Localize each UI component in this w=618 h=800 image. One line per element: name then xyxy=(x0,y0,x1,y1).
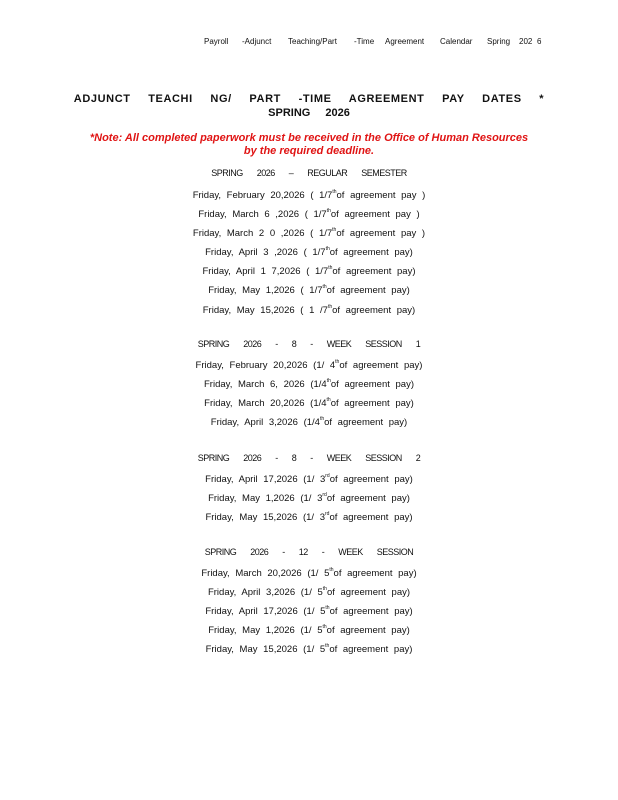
pay-fraction-rest: of agreement pay) xyxy=(326,625,410,637)
pay-fraction: (1/4 xyxy=(310,379,327,391)
header-word: Calendar xyxy=(440,37,473,46)
pay-list-8week-1 xyxy=(0,356,618,432)
pay-fraction: ( 1/7 xyxy=(310,228,333,240)
pay-fraction: (1/ 3 xyxy=(302,512,325,524)
pay-fraction-ordinal: rd xyxy=(325,473,330,479)
pay-fraction: (1/ 5 xyxy=(300,587,323,599)
pay-fraction-rest: of agreement pay) xyxy=(330,379,414,391)
pay-list-regular xyxy=(0,186,618,320)
pay-fraction: ( 1/7 xyxy=(310,190,333,201)
pay-fraction-ordinal: th xyxy=(319,416,325,423)
pay-fraction: ( 1 /7 xyxy=(300,304,328,316)
pay-date-row xyxy=(0,621,618,640)
pay-fraction-rest: of agreement pay) xyxy=(324,417,408,429)
pay-date: Friday, April 17,2026 xyxy=(205,474,298,485)
pay-fraction-rest: of agreement pay) xyxy=(329,644,413,656)
section-heading-8week-1: SPRING 2026 - 8 - WEEK SESSION 1 xyxy=(197,339,421,349)
pay-fraction-rest: of agreement pay ) xyxy=(336,190,426,201)
header-word: 202 xyxy=(519,37,533,46)
header-word: -Time xyxy=(354,37,375,46)
note-line-1: *Note: All completed paperwork must be received in the Office of Human Resources xyxy=(89,132,529,144)
pay-list-8week-2 xyxy=(0,470,618,527)
pay-fraction-rest: of agreement pay) xyxy=(326,493,410,505)
pay-date-row xyxy=(0,470,618,489)
pay-fraction-ordinal: th xyxy=(325,643,330,650)
deadline-note xyxy=(0,132,618,158)
pay-fraction: (1/4 xyxy=(303,417,320,429)
pay-date-row xyxy=(0,489,618,508)
pay-fraction: ( 1/7 xyxy=(306,266,329,278)
pay-fraction-rest: of agreement pay) xyxy=(339,360,423,371)
pay-date: Friday, March 20,2026 xyxy=(204,398,305,410)
pay-fraction-ordinal: th xyxy=(325,246,330,253)
pay-fraction-rest: of agreement pay) xyxy=(326,285,410,297)
pay-date: Friday, April 17,2026 xyxy=(205,606,298,618)
pay-date-row xyxy=(0,508,618,527)
pay-date-row xyxy=(0,583,618,602)
pay-fraction-ordinal: th xyxy=(325,605,330,612)
header-word: Agreement xyxy=(385,37,425,46)
section-heading-8week-2: SPRING 2026 - 8 - WEEK SESSION 2 xyxy=(197,453,421,463)
pay-fraction-ordinal: th xyxy=(335,359,340,365)
pay-fraction-ordinal: rd xyxy=(325,511,330,518)
pay-fraction-rest: of agreement pay) xyxy=(329,606,413,618)
pay-date-row xyxy=(0,394,618,413)
pay-date: Friday, April 3,2026 xyxy=(207,587,296,599)
pay-fraction: (1/ 3 xyxy=(303,474,326,485)
pay-date: Friday, May 1,2026 xyxy=(208,285,295,297)
pay-fraction: (1/ 3 xyxy=(300,493,323,505)
pay-fraction-rest: of agreement pay) xyxy=(332,266,416,278)
pay-date-row xyxy=(0,413,618,432)
header-word: -Adjunct xyxy=(242,37,272,46)
pay-date-row xyxy=(0,243,618,262)
pay-fraction: ( 1/7 xyxy=(300,285,323,297)
pay-fraction-rest: of agreement pay) xyxy=(326,587,411,599)
pay-fraction-ordinal: th xyxy=(326,378,331,385)
pay-date: Friday, May 15,2026 xyxy=(205,644,298,656)
pay-fraction-ordinal: th xyxy=(327,303,333,310)
header-word: Payroll xyxy=(204,37,229,46)
note-line-2: by the required deadline. xyxy=(243,145,375,157)
header-word: 6 xyxy=(537,37,542,46)
pay-fraction-rest: of agreement pay) xyxy=(333,568,417,579)
pay-fraction-ordinal: th xyxy=(332,227,337,234)
pay-date-row xyxy=(0,281,618,300)
pay-date: Friday, March 2 0 ,2026 xyxy=(192,228,305,240)
pay-fraction: (1/ 5 xyxy=(303,644,326,656)
pay-fraction-ordinal: rd xyxy=(322,492,327,499)
pay-fraction: (1/4 xyxy=(310,398,327,410)
pay-date: Friday, February 20,2026 xyxy=(195,360,308,371)
pay-date: Friday, March 6 ,2026 xyxy=(198,209,300,221)
pay-date-row xyxy=(0,224,618,243)
pay-fraction: ( 1/7 xyxy=(303,247,326,259)
header-word: Teaching/Part xyxy=(288,37,337,46)
pay-fraction-rest: of agreement pay) xyxy=(329,247,413,259)
pay-date-row xyxy=(0,375,618,394)
pay-date: Friday, May 15,2026 xyxy=(205,512,298,524)
pay-fraction-ordinal: th xyxy=(326,397,331,404)
document-subtitle: SPRING 2026 xyxy=(268,107,350,119)
pay-fraction-ordinal: th xyxy=(326,208,331,215)
pay-fraction-ordinal: th xyxy=(322,624,327,631)
pay-date: Friday, March 6, 2026 xyxy=(204,379,305,391)
pay-date: Friday, March 20,2026 xyxy=(201,568,302,579)
pay-date-row xyxy=(0,262,618,281)
pay-date-row xyxy=(0,602,618,621)
document-title: ADJUNCT TEACHI NG/ PART -TIME AGREEMENT PAY DATES * xyxy=(73,93,545,105)
pay-date: Friday, May 1,2026 xyxy=(208,625,295,637)
pay-date: Friday, April 1 7,2026 xyxy=(202,266,301,278)
pay-date-row xyxy=(0,205,618,224)
pay-date: Friday, February 20,2026 xyxy=(192,190,305,201)
pay-date: Friday, April 3,2026 xyxy=(210,417,298,429)
pay-fraction: (1/ 5 xyxy=(303,606,326,618)
pay-fraction: (1/ 5 xyxy=(307,568,330,579)
section-heading-regular: SPRING 2026 – REGULAR SEMESTER xyxy=(211,168,407,178)
pay-list-12week xyxy=(0,564,618,659)
pay-date: Friday, May 15,2026 xyxy=(202,304,295,316)
pay-fraction-rest: of agreement pay ) xyxy=(336,228,426,240)
pay-date: Friday, April 3 ,2026 xyxy=(205,247,298,259)
pay-fraction: (1/ 4 xyxy=(313,360,336,371)
pay-fraction-rest: of agreement pay ) xyxy=(330,209,420,221)
pay-date-row xyxy=(0,301,618,320)
pay-fraction-ordinal: th xyxy=(328,265,333,272)
pay-fraction-rest: of agreement pay) xyxy=(330,398,414,410)
pay-fraction: ( 1/7 xyxy=(304,209,327,221)
pay-fraction: (1/ 5 xyxy=(300,625,323,637)
pay-date-row xyxy=(0,564,618,583)
pay-fraction-ordinal: th xyxy=(322,284,327,291)
pay-fraction-rest: of agreement pay) xyxy=(329,474,413,485)
header-word: Spring xyxy=(487,37,511,46)
pay-fraction-rest: of agreement pay) xyxy=(332,304,416,316)
pay-date-row xyxy=(0,186,618,205)
pay-fraction-ordinal: th xyxy=(332,189,337,195)
pay-date-row xyxy=(0,356,618,375)
pay-fraction-ordinal: th xyxy=(322,586,327,593)
pay-fraction-rest: of agreement pay) xyxy=(329,512,413,524)
pay-date-row xyxy=(0,640,618,659)
pay-date: Friday, May 1,2026 xyxy=(208,493,295,505)
section-heading-12week: SPRING 2026 - 12 - WEEK SESSION xyxy=(204,547,414,557)
pay-fraction-ordinal: th xyxy=(329,567,334,573)
